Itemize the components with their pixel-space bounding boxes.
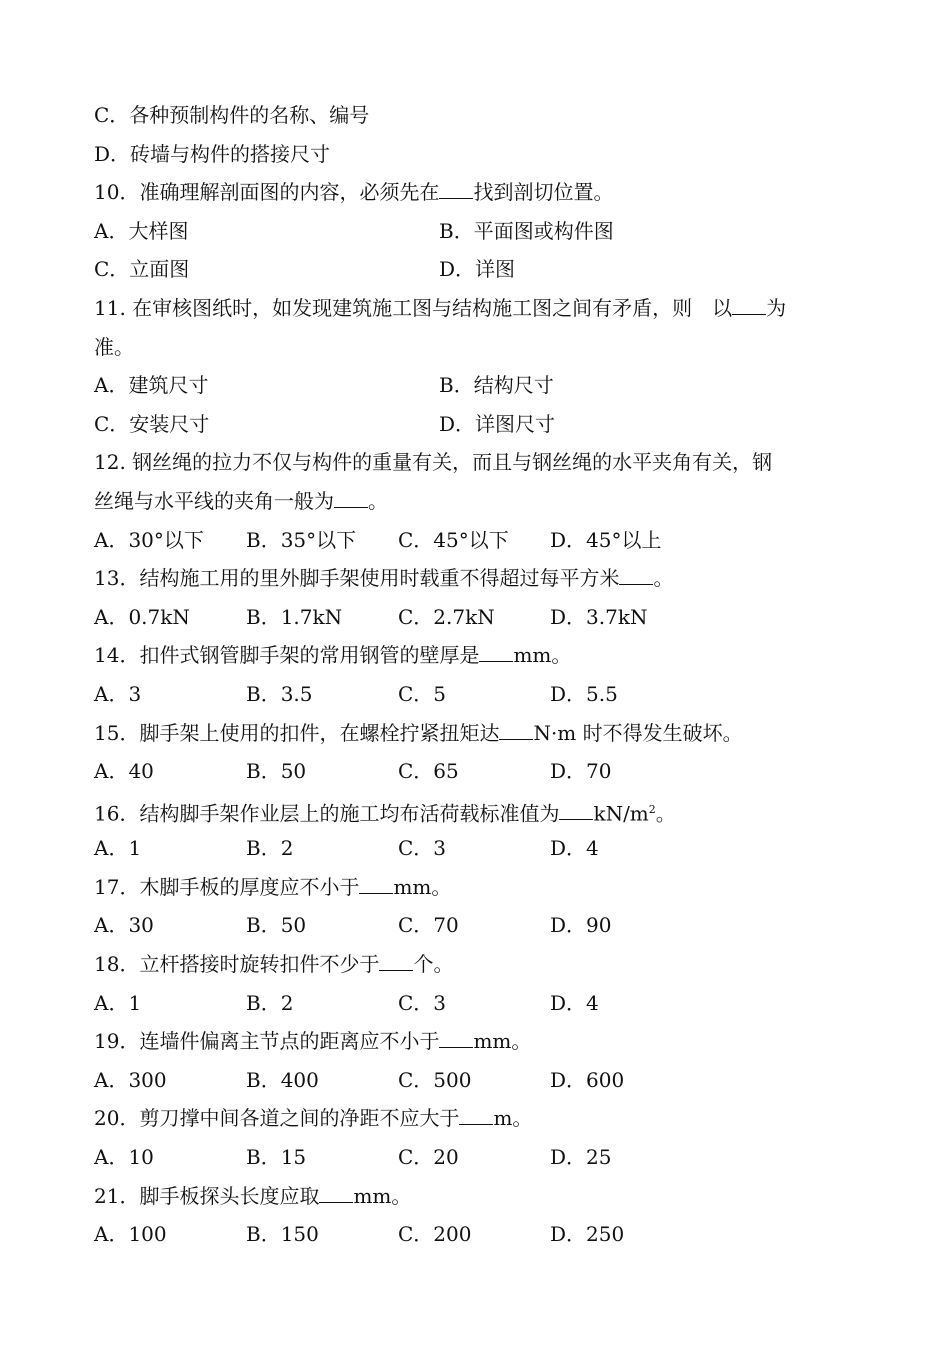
question-line: [94, 173, 864, 212]
answer-blank: [559, 801, 593, 820]
question-text: 20．剪刀撑中间各道之间的净距不应大于: [94, 1106, 460, 1131]
question-text: 14．扣件式钢管脚手架的常用钢管的壁厚是: [94, 643, 480, 668]
text-line: [94, 96, 864, 135]
question-text-after: mm。: [393, 874, 452, 899]
options-row: [94, 521, 864, 560]
answer-blank: [499, 721, 533, 740]
question-text-tail: 。: [655, 801, 676, 826]
options-row: [94, 675, 864, 714]
option-a: A．1: [94, 836, 142, 861]
option-d: D．3.7kN: [550, 604, 648, 629]
option-b: D．详图尺寸: [439, 411, 556, 436]
option-d: D．5.5: [550, 681, 618, 706]
option-a: A．300: [94, 1067, 167, 1092]
question-text: 18．立杆搭接时旋转扣件不少于: [94, 952, 380, 977]
option-b: B．15: [246, 1145, 307, 1170]
question-line: [94, 1022, 864, 1061]
option-c: C．2.7kN: [398, 604, 495, 629]
options-row: [94, 1215, 864, 1254]
question-text: 16．结构脚手架作业层上的施工均布活荷载标准值为: [94, 801, 560, 826]
option-c: C．200: [398, 1222, 472, 1247]
document-page: [94, 96, 864, 1254]
question-text: 21．脚手板探头长度应取: [94, 1183, 320, 1208]
option-c: C．45°以下: [398, 527, 509, 552]
answer-blank: [439, 1029, 473, 1048]
question-text-after: 个。: [413, 952, 454, 977]
question-line: [94, 636, 864, 675]
option-c: C．3: [398, 836, 447, 861]
option-a: A．大样图: [94, 218, 189, 243]
option-d: D．600: [550, 1067, 625, 1092]
options-row: [94, 1061, 864, 1100]
option-d: D．4: [550, 836, 599, 861]
option-c: C．20: [398, 1145, 459, 1170]
question-text-after: m。: [493, 1106, 533, 1131]
question-text-after: 为: [766, 295, 787, 320]
options-row: [94, 250, 864, 289]
option-d: D．45°以上: [550, 527, 662, 552]
option-b: B．150: [246, 1222, 319, 1247]
option-c: C．70: [398, 913, 459, 938]
options-row: [94, 752, 864, 791]
option-b: B．35°以下: [246, 527, 357, 552]
option-a: A．30°以下: [94, 527, 204, 552]
unit-superscript: 2: [648, 802, 656, 816]
line-text: 准。: [94, 334, 134, 359]
question-text-after: 找到剖切位置。: [473, 180, 614, 205]
question-line: [94, 868, 864, 907]
question-line: [94, 714, 864, 753]
question-text: 15．脚手架上使用的扣件，在螺栓拧紧扭矩达: [94, 720, 500, 745]
answer-blank: [439, 180, 473, 199]
option-a: A．0.7kN: [94, 604, 190, 629]
option-c: C．3: [398, 990, 447, 1015]
options-row: [94, 212, 864, 251]
line-text: 12. 钢丝绳的拉力不仅与构件的重量有关，而且与钢丝绳的水平夹角有关，钢: [94, 450, 773, 475]
question-text: 13．结构施工用的里外脚手架使用时载重不得超过每平方米: [94, 566, 620, 591]
answer-blank: [479, 643, 513, 662]
question-text: 19．连墙件偏离主节点的距离应不小于: [94, 1029, 440, 1054]
option-a: A．40: [94, 759, 154, 784]
question-text-after: 。: [653, 566, 674, 591]
option-a: A．建筑尺寸: [94, 373, 209, 398]
text-line: [94, 328, 864, 367]
question-text-after: mm。: [353, 1183, 412, 1208]
question-text-after: kN/m: [593, 801, 649, 826]
option-b: B．1.7kN: [246, 604, 343, 629]
option-b: B．3.5: [246, 681, 313, 706]
options-row: [94, 906, 864, 945]
option-c: C．5: [398, 681, 447, 706]
option-b: B．2: [246, 836, 294, 861]
question-line: [94, 1177, 864, 1216]
option-b: B．50: [246, 759, 307, 784]
option-b: B．结构尺寸: [439, 373, 554, 398]
options-row: [94, 405, 864, 444]
option-b: D．详图: [439, 257, 516, 282]
question-line: [94, 1099, 864, 1138]
question-line: [94, 289, 864, 328]
options-row: [94, 598, 864, 637]
option-b: B．50: [246, 913, 307, 938]
line-text: C．各种预制构件的名称、编号: [94, 103, 370, 127]
answer-blank: [619, 566, 653, 585]
option-b: B．平面图或构件图: [439, 218, 614, 243]
question-line: [94, 791, 864, 830]
question-text: 17．木脚手板的厚度应不小于: [94, 874, 360, 899]
options-row: [94, 1138, 864, 1177]
option-d: D．70: [550, 759, 612, 784]
line-text: D．砖墙与构件的搭接尺寸: [94, 141, 331, 166]
option-a: A．1: [94, 990, 142, 1015]
answer-blank: [334, 489, 368, 508]
options-row: [94, 984, 864, 1023]
answer-blank: [379, 952, 413, 971]
option-b: B．400: [246, 1067, 319, 1092]
option-b: B．2: [246, 990, 294, 1015]
question-text: 丝绳与水平线的夹角一般为: [94, 488, 334, 513]
option-a: A．10: [94, 1145, 154, 1170]
options-row: [94, 366, 864, 405]
option-d: D．4: [550, 990, 599, 1015]
question-text-after: mm。: [513, 643, 572, 668]
option-d: D．25: [550, 1145, 612, 1170]
answer-blank: [319, 1184, 353, 1203]
answer-blank: [732, 296, 766, 315]
option-c: C．500: [398, 1067, 472, 1092]
text-line: [94, 443, 864, 482]
question-line: [94, 559, 864, 598]
option-a: C．安装尺寸: [94, 411, 210, 436]
question-text: 11. 在审核图纸时，如发现建筑施工图与结构施工图之间有矛盾，则 以: [94, 295, 733, 320]
option-a: A．100: [94, 1222, 167, 1247]
question-text: 10．准确理解剖面图的内容，必须先在: [94, 180, 440, 205]
question-text-after: N·m 时不得发生破坏。: [533, 720, 743, 745]
option-c: C．65: [398, 759, 459, 784]
option-a: A．30: [94, 913, 154, 938]
options-row: [94, 829, 864, 868]
text-line: [94, 135, 864, 174]
question-line: [94, 482, 864, 521]
option-a: A．3: [94, 681, 142, 706]
option-a: C．立面图: [94, 257, 190, 282]
question-text-after: mm。: [473, 1029, 532, 1054]
question-line: [94, 945, 864, 984]
answer-blank: [459, 1106, 493, 1125]
option-d: D．250: [550, 1222, 625, 1247]
question-text-after: 。: [368, 488, 388, 513]
answer-blank: [359, 875, 393, 894]
option-d: D．90: [550, 913, 612, 938]
